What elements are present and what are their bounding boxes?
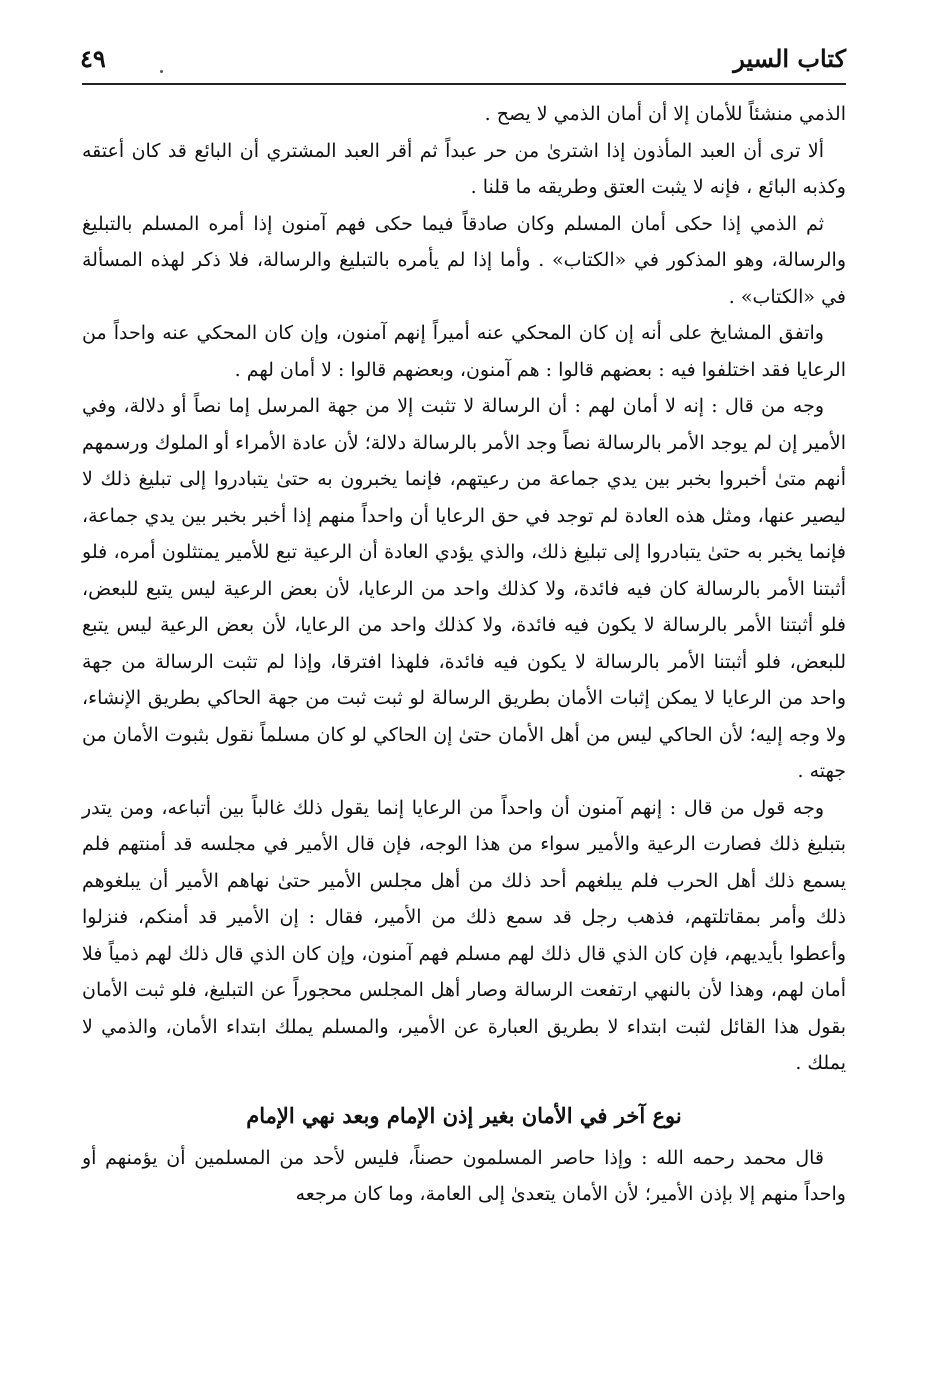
running-title: كتاب السير <box>733 44 846 73</box>
header-rule <box>82 83 846 85</box>
paragraph: وجه قول من قال : إنهم آمنون أن واحداً من الرعايا إنما يقول ذلك غالباً بين أتباعه، ومن يتدر بتبليغ ذلك فصارت الرعية والأمير سواء من هذا الوجه، فإن قال الأمير في مجلسه قد أمنتهم فلم يسمع ذلك أهل الحرب فلم يبلغهم أحد ذلك من أهل مجلس الأمير حتىٰ نهاهم الأمير أن يبلغوهم ذلك وأمر بمقاتلتهم، فذهب رجل قد سمع ذلك من الأمير، فقال : إن الأمير قد أمنكم، فنزلوا وأعطوا بأيديهم، فإن كان الذي قال ذلك لهم مسلم فهم آمنون، وإن كان الذي قال ذلك لهم ذمياً فلا أمان لهم، وهذا لأن بالنهي ارتفعت الرسالة وصار أهل المجلس محجوراً عن التبليغ، فلو ثبت الأمان بقول هذا القائل لثبت ابتداء لا بطريق العبارة عن الأمير، والمسلم يملك ابتداء الأمان، والذمي لا يملك . <box>82 796 846 1074</box>
paragraph: ثم الذمي إذا حكى أمان المسلم وكان صادقاً فيما حكى فهم آمنون إذا أمره المسلم بالتبليغ والرسالة، وهو المذكور في «الكتاب» . وأما إذا لم يأمره بالتبليغ والرسالة، فلا ذكر لهذه المسألة في «الكتاب» . <box>82 212 846 308</box>
paragraph: قال محمد رحمه الله : وإذا حاصر المسلمون حصناً، فليس لأحد من المسلمين أن يؤمنهم أو واحداً منهم إلا بإذن الأمير؛ لأن الأمان يتعدىٰ إلى العامة، وما كان مرجعه <box>82 1146 846 1205</box>
paragraph: ألا ترى أن العبد المأذون إذا اشترىٰ من حر عبداً ثم أقر العبد المشتري أن البائع قد كان أعتقه وكذبه البائع ، فإنه لا يثبت العتق وطريقه ما قلنا . <box>82 139 846 198</box>
paragraph: وجه من قال : إنه لا أمان لهم : أن الرسالة لا تثبت إلا من جهة المرسل إما نصاً أو دلالة، وفي الأمير إن لم يوجد الأمر بالرسالة نصاً وجد الأمر بالرسالة دلالة؛ لأن عادة الأمراء أو الملوك ورسمهم أنهم متىٰ أخبروا بخبر بين يدي جماعة من رعيتهم، فإنما يخبرون به حتىٰ يتبادروا إلى تبليغ ذلك لا ليصير عنها، ومثل هذه العادة لم توجد في حق الرعايا أن واحداً منهم إذا أخبر بخبر بين يدي جماعة، فإنما يخبر به حتىٰ يتبادروا إلى تبليغ ذلك، والذي يؤدي العادة أن الرعية تبع للأمير يمتثلون أمره، فلو أثبتنا الأمر بالرسالة كان فيه فائدة، ولا كذلك واحد من الرعايا، لأن بعض الرعية ليس يتبع للبعض، فلو أثبتنا الأمر بالرسالة لا يكون فيه فائدة، ولا كذلك واحد من الرعايا، لأن بعض الرعية ليس يتبع للبعض، فلو أثبتنا الأمر بالرسالة لا يكون فيه فائدة، فلهذا افترقا، وإذا لم تثبت الرسالة من جهة واحد من الرعايا لا يمكن إثبات الأمان بطريق الرسالة لو ثبت ثبت من جهة الحاكي بطريق الإنشاء، ولا وجه إليه؛ لأن الحاكي ليس من أهل الأمان حتىٰ إن الحاكي لو كان مسلماً نقول بثبوت الأمان من جهته . <box>82 395 846 782</box>
page-header <box>80 40 846 82</box>
page-number: ٤٩ <box>80 44 106 73</box>
paragraph: واتفق المشايخ على أنه إن كان المحكي عنه أميراً إنهم آمنون، وإن كان المحكي عنه واحداً من الرعايا فقد اختلفوا فيه : بعضهم قالوا : هم آمنون، وبعضهم قالوا : لا أمان لهم . <box>82 322 846 381</box>
scan-speck <box>160 70 163 73</box>
body-text <box>82 96 846 1213</box>
paragraph: الذمي منشئاً للأمان إلا أن أمان الذمي لا يصح . <box>484 103 846 125</box>
section-heading: نوع آخر في الأمان بغير إذن الإمام وبعد نهي الإمام <box>246 1102 682 1128</box>
